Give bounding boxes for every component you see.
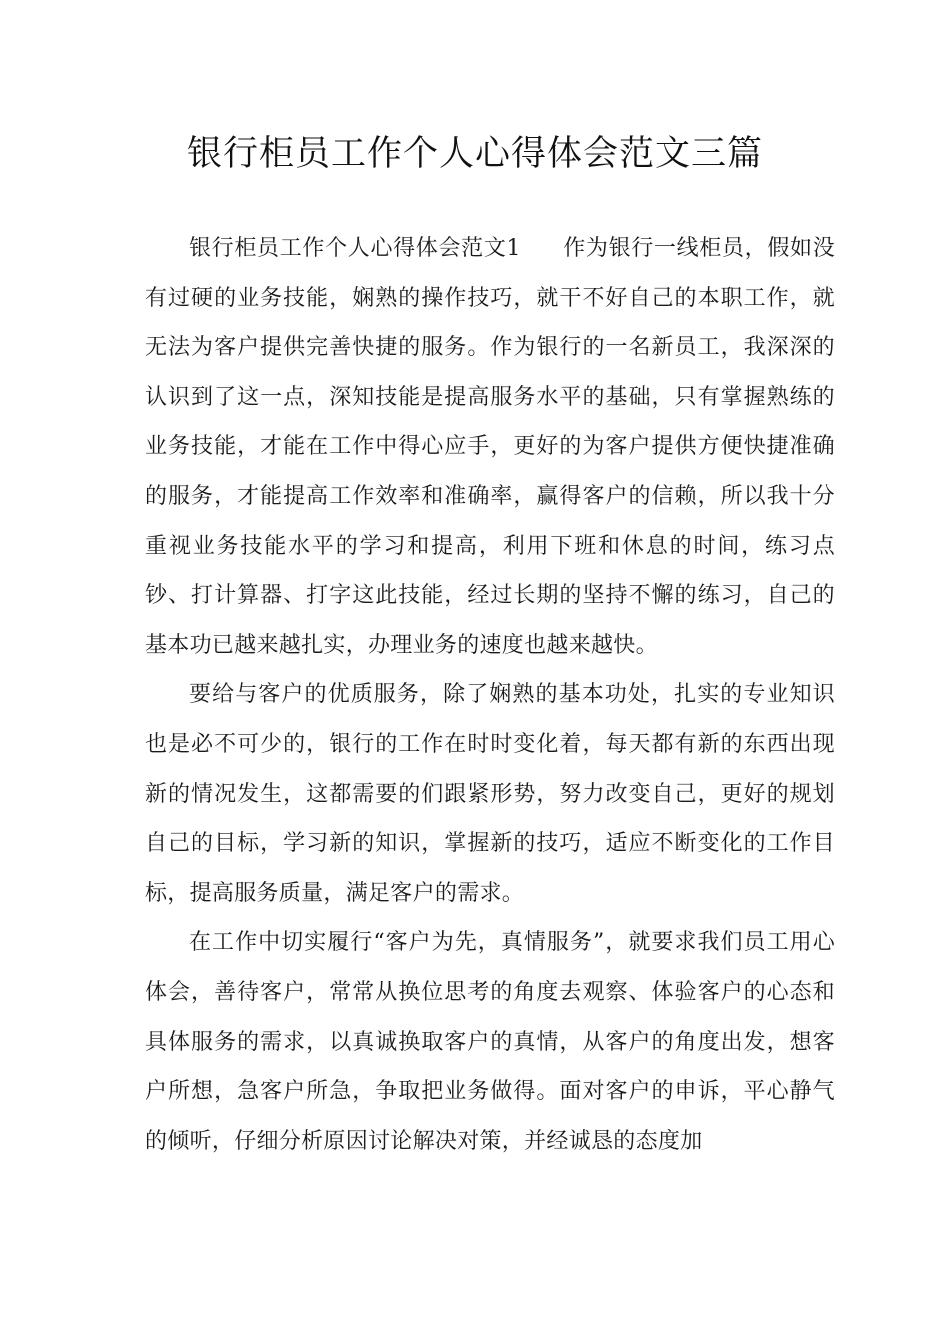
paragraph-1 — [145, 224, 835, 670]
document-title: 银行柜员工作个人心得体会范文三篇 — [186, 134, 763, 174]
document-body — [145, 224, 835, 1166]
section-heading: 银行柜员工作个人心得体会范文1 — [189, 236, 521, 261]
paragraph-2: 要给与客户的优质服务，除了娴熟的基本功处，扎实的专业知识也是必不可少的，银行的工作在时时变化着，每天都有新的东西出现新的情况发生，这都需要的们跟紧形势，努力改变自己，更好的规划自己的目标，学习新的知识，掌握新的技巧，适应不断变化的工作目标，提高服务质量，满足客户的需求。 — [145, 682, 835, 906]
paragraph-1-text: 作为银行一线柜员，假如没有过硬的业务技能，娴熟的操作技巧，就干不好自己的本职工作，就无法为客户提供完善快捷的服务。作为银行的一名新员工，我深深的认识到了这一点，深知技能是提高服务水平的基础，只有掌握熟练的业务技能，才能在工作中得心应手，更好的为客户提供方便快捷准确的服务，才能提高工作效率和准确率，赢得客户的信赖，所以我十分重视业务技能水平的学习和提高，利用下班和休息的时间，练习点钞、打计算器、打字这此技能，经过长期的坚持不懈的练习，自己的基本功已越来越扎实，办理业务的速度也越来越快。 — [145, 236, 835, 658]
paragraph-3: 在工作中切实履行“客户为先，真情服务”，就要求我们员工用心体会，善待客户，常常从换位思考的角度去观察、体验客户的心态和具体服务的需求，以真诚换取客户的真情，从客户的角度出发，想客户所想，急客户所急，争取把业务做得。面对客户的申诉，平心静气的倾听，仔细分析原因讨论解决对策，并经诚恳的态度加 — [145, 930, 835, 1154]
